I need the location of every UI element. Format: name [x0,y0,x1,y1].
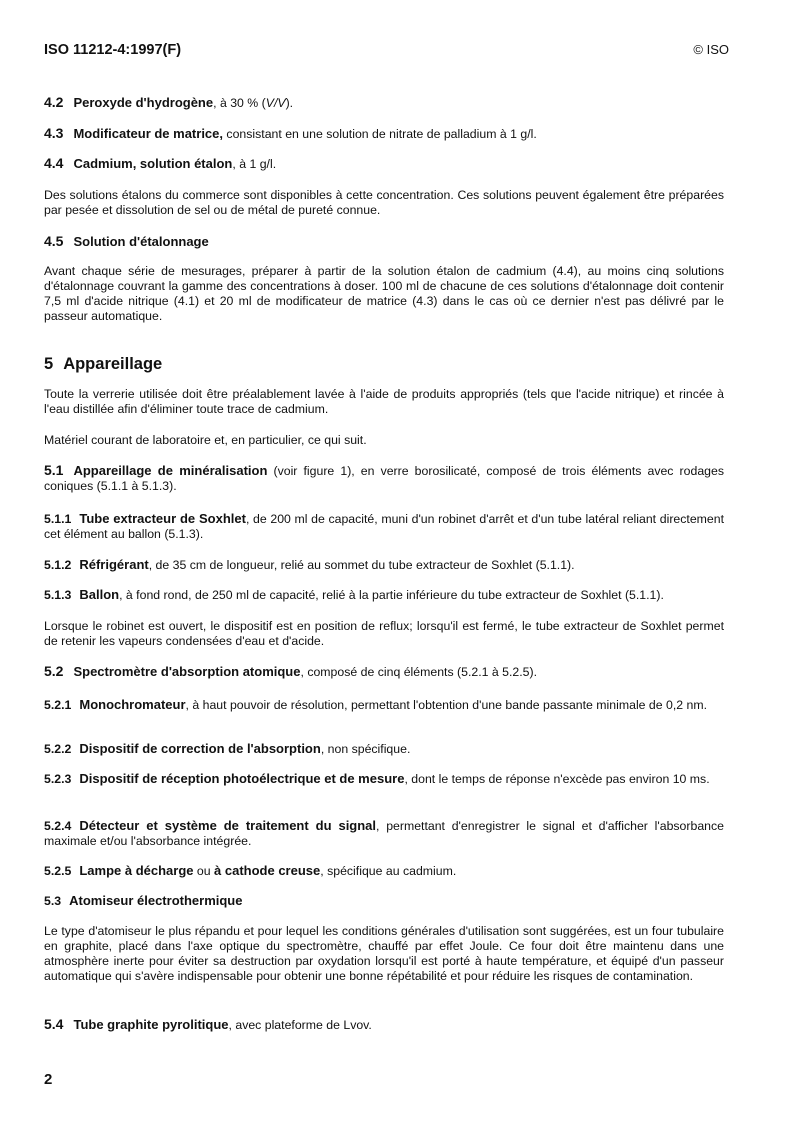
clause-text: (voir figure 1), en verre borosilicaté, composé de trois éléments avec rodages coniques (5.1.1 à 5.1.3). [44,464,724,493]
clause-5-1 [44,463,724,494]
clause-title: Cadmium, solution étalon [73,156,233,171]
clause-text: , à haut pouvoir de résolution, permettant l'obtention d'une bande passante minimale de 0,2 nm. [185,698,708,712]
clause-5-2-5 [44,863,724,879]
clause-number: 5.1.1 [44,512,72,526]
section-5-paragraph-1 [44,387,724,417]
paragraph: Le type d'atomiseur le plus répandu et pour lequel les conditions générales d'utilisation sont suggérées, est un four tubulaire en graphite, placé dans l'axe optique du spectromètre, chauffé par effet Joule. Ce four doit être maintenu dans une atmosphère inerte pour éviter sa destruction par oxydation lorsqu'il est porté à haute température, et équipé d'un passeur automatique qui s'avère indispensable pour obtenir une bonne répétabilité et pour réduire les risques de contamination. [44,924,724,983]
clause-5-3 [44,893,724,909]
clause-title: Modificateur de matrice, [73,126,224,141]
clause-number: 4.2 [44,94,64,110]
clause-text: , non spécifique. [320,742,411,756]
clause-text: , à fond rond, de 250 ml de capacité, relié à la partie inférieure du tube extracteur de Soxhlet (5.1.1). [119,588,664,602]
clause-text: , de 35 cm de longueur, relié au sommet du tube extracteur de Soxhlet (5.1.1). [148,558,575,572]
clause-text: , spécifique au cadmium. [320,864,457,878]
clause-4-5-paragraph [44,264,724,324]
clause-4-4 [44,156,724,172]
clause-number: 5.2.2 [44,742,72,756]
clause-title: Lampe à décharge [79,863,194,878]
clause-text: ou [193,864,215,878]
clause-5-1-2 [44,557,724,573]
clause-number: 5.4 [44,1016,64,1032]
clause-number: 5.2.1 [44,698,72,712]
clause-title: Tube extracteur de Soxhlet [79,511,246,526]
clause-title: Peroxyde d'hydrogène [73,95,214,110]
section-5-heading [44,355,162,374]
clause-5-1-3-paragraph [44,619,724,649]
clause-title: Spectromètre d'absorption atomique [73,664,301,679]
clause-number: 5.1.3 [44,588,72,602]
copyright: © ISO [693,42,729,57]
clause-5-2-4 [44,818,724,849]
clause-number: 5.3 [44,894,62,908]
clause-4-3 [44,126,724,142]
clause-5-1-3 [44,587,724,603]
clause-5-2 [44,664,724,680]
clause-number: 4.3 [44,125,64,141]
clause-title: Dispositif de correction de l'absorption [79,741,321,756]
clause-title: Monochromateur [79,697,186,712]
paragraph: Matériel courant de laboratoire et, en particulier, ce qui suit. [44,433,367,447]
clause-text: , à 30 % ( [213,96,266,110]
clause-5-1-1 [44,511,724,542]
section-title: Appareillage [63,355,163,373]
clause-5-2-3 [44,771,724,787]
clause-number: 5.2.4 [44,819,72,833]
clause-5-2-1 [44,697,724,713]
clause-number: 5.2.3 [44,772,72,786]
clause-text: ). [285,96,294,110]
paragraph: Toute la verrerie utilisée doit être préalablement lavée à l'aide de produits appropriés (tels que l'acide nitrique) et rincée à l'eau distillée afin d'éliminer toute trace de cadmium. [44,387,724,416]
clause-title: Atomiseur électrothermique [69,893,243,908]
clause-title: Tube graphite pyrolitique [73,1017,229,1032]
section-5-paragraph-2 [44,433,724,448]
clause-number: 5.1 [44,462,64,478]
document-id: ISO 11212-4:1997(F) [44,42,182,58]
clause-number: 4.4 [44,155,64,171]
clause-title: Ballon [79,587,120,602]
clause-text: , composé de cinq éléments (5.2.1 à 5.2.5). [300,665,537,679]
clause-4-4-paragraph [44,188,724,218]
paragraph: Des solutions étalons du commerce sont disponibles à cette concentration. Ces solutions peuvent également être préparées par pesée et dissolution de sel ou de métal de pureté connue. [44,188,724,217]
clause-text: , dont le temps de réponse n'excède pas environ 10 ms. [404,772,710,786]
clause-title: Réfrigérant [79,557,149,572]
clause-number: 5.2 [44,663,64,679]
paragraph: Lorsque le robinet est ouvert, le dispositif est en position de reflux; lorsqu'il est fermé, le tube extracteur de Soxhlet permet de retenir les vapeurs condensées d'eau et d'acide. [44,619,724,648]
clause-5-2-2 [44,741,724,757]
clause-text: , de 200 ml de capacité, muni d'un robinet d'arrêt et d'un tube latéral reliant directement cet élément au ballon (5.1.3). [44,512,724,541]
clause-title: Dispositif de réception photoélectrique et de mesure [79,771,405,786]
clause-title-2: à cathode creuse [214,863,321,878]
page-number: 2 [44,1071,53,1088]
volume-ratio: V/V [265,96,286,110]
clause-title: Appareillage de minéralisation [73,463,268,478]
clause-5-3-paragraph [44,924,724,984]
clause-title: Détecteur et système de traitement du signal [79,818,377,833]
clause-text: consistant en une solution de nitrate de palladium à 1 g/l. [223,127,537,141]
clause-text: , permettant d'enregistrer le signal et d'afficher l'absorbance maximale et/ou l'absorbance intégrée. [44,819,724,848]
clause-4-5 [44,234,724,250]
clause-text: , à 1 g/l. [232,157,277,171]
clause-number: 5.1.2 [44,558,72,572]
clause-number: 5.2.5 [44,864,72,878]
clause-title: Solution d'étalonnage [73,234,209,249]
section-number: 5 [44,355,54,373]
clause-text: , avec plateforme de Lvov. [228,1018,372,1032]
clause-number: 4.5 [44,233,64,249]
paragraph: Avant chaque série de mesurages, préparer à partir de la solution étalon de cadmium (4.4), au moins cinq solutions d'étalonnage couvrant la gamme des concentrations à doser. 100 ml de chacune de ces solutions d'étalonnage doit contenir 7,5 ml d'acide nitrique (4.1) et 20 ml de modificateur de matrice (4.3) dans le cas où ce dernier n'est pas délivré par le passeur automatique. [44,264,724,323]
clause-4-2 [44,95,724,111]
clause-5-4 [44,1017,724,1033]
